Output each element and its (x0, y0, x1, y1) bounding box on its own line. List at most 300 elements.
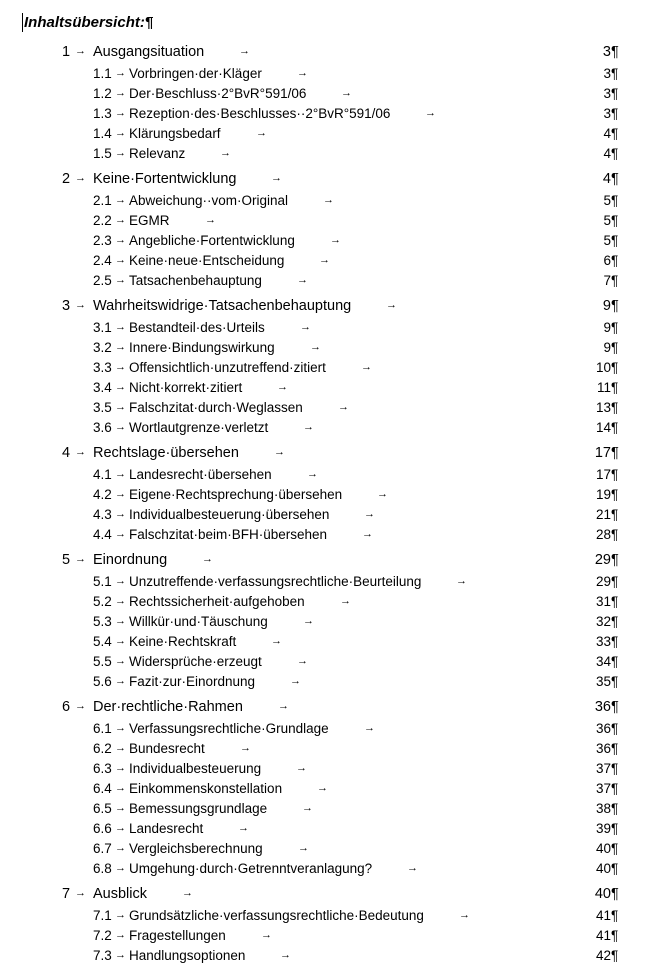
pilcrow-icon: ¶ (611, 821, 619, 836)
entry-page-number[interactable]: 35 (595, 674, 611, 689)
entry-page-number[interactable]: 6 (603, 253, 611, 268)
entry-number: 1.3 (93, 106, 112, 121)
pilcrow-icon: ¶ (611, 634, 619, 649)
entry-number: 7.3 (93, 948, 112, 963)
tab-arrow-icon: → (220, 147, 231, 159)
tab-arrow-icon: → (296, 762, 307, 774)
tab-arrow-icon: → (115, 87, 126, 99)
toc-chapter-entry[interactable] (0, 296, 671, 318)
tab-arrow-icon: → (271, 635, 282, 647)
toc-section-entry[interactable] (0, 719, 671, 739)
entry-title[interactable]: Wortlautgrenze·verletzt (129, 420, 269, 435)
toc-section-entry[interactable] (0, 759, 671, 779)
entry-page-number[interactable]: 34 (595, 654, 611, 669)
entry-title[interactable]: Bemessungsgrundlage (129, 801, 268, 816)
entry-number: 3.6 (93, 420, 112, 435)
pilcrow-icon: ¶ (611, 928, 619, 943)
pilcrow-icon: ¶ (611, 741, 619, 756)
entry-number: 5.4 (93, 634, 112, 649)
pilcrow-icon: ¶ (611, 721, 619, 736)
toc-chapter-entry[interactable] (0, 42, 671, 64)
entry-number: 5.5 (93, 654, 112, 669)
toc-section-entry[interactable] (0, 799, 671, 819)
entry-title[interactable]: Falschzitat·durch·Weglassen (129, 400, 303, 415)
entry-number: 4.4 (93, 527, 112, 542)
entry-number: 6.6 (93, 821, 112, 836)
tab-arrow-icon: → (115, 528, 126, 540)
pilcrow-icon: ¶ (611, 552, 619, 568)
entry-title[interactable]: Grundsätzliche·verfassungsrechtliche·Bedeutung (129, 908, 424, 923)
pilcrow-icon: ¶ (611, 146, 619, 161)
tab-arrow-icon: → (115, 147, 126, 159)
toc-section-entry[interactable] (0, 64, 671, 84)
entry-page-number[interactable]: 4 (602, 171, 611, 187)
pilcrow-icon: ¶ (611, 445, 619, 461)
entry-number: 3.5 (93, 400, 112, 415)
tab-arrow-icon: → (115, 802, 126, 814)
entry-title[interactable]: Vorbringen·der·Kläger (129, 66, 262, 81)
pilcrow-icon: ¶ (611, 44, 619, 60)
pilcrow-icon: ¶ (611, 106, 619, 121)
entry-number: 5 (62, 552, 71, 568)
pilcrow-icon: ¶ (611, 674, 619, 689)
entry-number: 4.2 (93, 487, 112, 502)
entry-page-number[interactable]: 42 (595, 948, 611, 963)
tab-arrow-icon: → (115, 421, 126, 433)
entry-title[interactable]: Widersprüche·erzeugt (129, 654, 262, 669)
entry-number: 7.2 (93, 928, 112, 943)
entry-page-number[interactable]: 17 (595, 467, 611, 482)
entry-page-number[interactable]: 3 (603, 86, 611, 101)
toc-section-entry[interactable] (0, 859, 671, 879)
tab-arrow-icon: → (115, 127, 126, 139)
tab-arrow-icon: → (115, 595, 126, 607)
toc-section-entry[interactable] (0, 839, 671, 859)
pilcrow-icon: ¶ (611, 654, 619, 669)
toc-section-entry[interactable] (0, 378, 671, 398)
entry-title[interactable]: Bundesrecht (129, 741, 205, 756)
entry-page-number[interactable]: 5 (603, 193, 611, 208)
tab-arrow-icon: → (340, 595, 351, 607)
entry-title[interactable]: Innere·Bindungswirkung (129, 340, 275, 355)
tab-arrow-icon: → (240, 742, 251, 754)
tab-arrow-icon: → (115, 401, 126, 413)
tab-arrow-icon: → (115, 782, 126, 794)
toc-section-entry[interactable] (0, 338, 671, 358)
pilcrow-icon: ¶ (611, 126, 619, 141)
tab-arrow-icon: → (115, 214, 126, 226)
toc-section-entry[interactable] (0, 819, 671, 839)
pilcrow-icon: ¶ (611, 699, 619, 715)
entry-number: 5.1 (93, 574, 112, 589)
tab-arrow-icon: → (307, 468, 318, 480)
entry-page-number[interactable]: 11 (596, 380, 611, 395)
tab-arrow-icon: → (75, 172, 86, 184)
tab-arrow-icon: → (182, 887, 193, 899)
toc-section-entry[interactable] (0, 465, 671, 485)
tab-arrow-icon: → (261, 929, 272, 941)
pilcrow-icon: ¶ (611, 781, 619, 796)
tab-arrow-icon: → (300, 321, 311, 333)
entry-page-number[interactable]: 3 (602, 44, 611, 60)
entry-number: 7 (62, 886, 71, 902)
pilcrow-icon: ¶ (611, 507, 619, 522)
tab-arrow-icon: → (459, 909, 470, 921)
entry-number: 5.2 (93, 594, 112, 609)
entry-number: 6.2 (93, 741, 112, 756)
pilcrow-icon: ¶ (611, 86, 619, 101)
pilcrow-icon: ¶ (611, 213, 619, 228)
toc-section-entry[interactable] (0, 318, 671, 338)
entry-page-number[interactable]: 37 (595, 781, 611, 796)
tab-arrow-icon: → (256, 127, 267, 139)
tab-arrow-icon: → (238, 822, 249, 834)
pilcrow-icon: ¶ (611, 841, 619, 856)
entry-number: 4 (62, 445, 71, 461)
entry-title[interactable]: Angebliche·Fortentwicklung (129, 233, 295, 248)
toc-section-entry[interactable] (0, 124, 671, 144)
entry-number: 6.8 (93, 861, 112, 876)
entry-page-number[interactable]: 4 (603, 126, 611, 141)
entry-title[interactable]: Individualbesteuerung·übersehen (129, 507, 330, 522)
entry-title[interactable]: Rechtssicherheit·aufgehoben (129, 594, 305, 609)
tab-arrow-icon: → (115, 949, 126, 961)
tab-arrow-icon: → (115, 635, 126, 647)
entry-title[interactable]: Klärungsbedarf (129, 126, 221, 141)
entry-title[interactable]: Willkür·und·Täuschung (129, 614, 268, 629)
entry-number: 4.1 (93, 467, 112, 482)
tab-arrow-icon: → (277, 381, 288, 393)
tab-arrow-icon: → (303, 421, 314, 433)
tab-arrow-icon: → (377, 488, 388, 500)
entry-page-number[interactable]: 40 (594, 886, 611, 902)
tab-arrow-icon: → (310, 341, 321, 353)
toc-section-entry[interactable] (0, 592, 671, 612)
entry-page-number[interactable]: 7 (603, 273, 611, 288)
tab-arrow-icon: → (303, 615, 314, 627)
tab-arrow-icon: → (115, 321, 126, 333)
entry-number: 1.2 (93, 86, 112, 101)
entry-title[interactable]: Individualbesteuerung (129, 761, 262, 776)
pilcrow-icon: ¶ (611, 298, 619, 314)
entry-number: 6.1 (93, 721, 112, 736)
entry-title[interactable]: Vergleichsberechnung (129, 841, 263, 856)
tab-arrow-icon: → (205, 214, 216, 226)
entry-page-number[interactable]: 4 (603, 146, 611, 161)
entry-page-number[interactable]: 3 (603, 106, 611, 121)
entry-number: 6.7 (93, 841, 112, 856)
entry-title[interactable]: Unzutreffende·verfassungsrechtliche·Beurteilung (129, 574, 422, 589)
entry-number: 5.3 (93, 614, 112, 629)
toc-section-entry[interactable] (0, 612, 671, 632)
toc-section-entry[interactable] (0, 398, 671, 418)
entry-page-number[interactable]: 36 (594, 699, 611, 715)
pilcrow-icon: ¶ (611, 400, 619, 415)
pilcrow-icon: ¶ (611, 487, 619, 502)
tab-arrow-icon: → (297, 67, 308, 79)
tab-arrow-icon: → (115, 862, 126, 874)
toc-section-entry[interactable] (0, 251, 671, 271)
entry-number: 3.1 (93, 320, 112, 335)
entry-page-number[interactable]: 41 (595, 908, 611, 923)
tab-arrow-icon: → (338, 401, 349, 413)
entry-page-number[interactable]: 17 (594, 445, 611, 461)
toc-chapter-entry[interactable] (0, 169, 671, 191)
entry-page-number[interactable]: 33 (595, 634, 611, 649)
entry-title[interactable]: Landesrecht (129, 821, 204, 836)
tab-arrow-icon: → (274, 446, 285, 458)
toc-section-entry[interactable] (0, 418, 671, 438)
toc-section-entry[interactable] (0, 632, 671, 652)
tab-arrow-icon: → (297, 655, 308, 667)
tab-arrow-icon: → (115, 361, 126, 373)
tab-arrow-icon: → (271, 172, 282, 184)
pilcrow-icon: ¶ (611, 193, 619, 208)
tab-arrow-icon: → (115, 762, 126, 774)
tab-arrow-icon: → (115, 254, 126, 266)
tab-arrow-icon: → (75, 446, 86, 458)
toc-section-entry[interactable] (0, 84, 671, 104)
tab-arrow-icon: → (115, 929, 126, 941)
toc-section-entry[interactable] (0, 485, 671, 505)
entry-page-number[interactable]: 9 (602, 298, 611, 314)
entry-title[interactable]: Relevanz (129, 146, 186, 161)
tab-arrow-icon: → (302, 802, 313, 814)
tab-arrow-icon: → (115, 488, 126, 500)
tab-arrow-icon: → (115, 842, 126, 854)
tab-arrow-icon: → (341, 87, 352, 99)
entry-number: 7.1 (93, 908, 112, 923)
pilcrow-icon: ¶ (611, 908, 619, 923)
entry-page-number[interactable]: 21 (595, 507, 611, 522)
tab-arrow-icon: → (361, 361, 372, 373)
toc-section-entry[interactable] (0, 211, 671, 231)
entry-title[interactable]: Einkommenskonstellation (129, 781, 283, 796)
entry-title[interactable]: Umgehung·durch·Getrenntveranlagung? (129, 861, 373, 876)
pilcrow-icon: ¶ (611, 171, 619, 187)
entry-number: 3.2 (93, 340, 112, 355)
toc-chapter-entry[interactable] (0, 884, 671, 906)
entry-page-number[interactable]: 40 (595, 861, 611, 876)
entry-page-number[interactable]: 38 (595, 801, 611, 816)
pilcrow-icon: ¶ (611, 886, 619, 902)
tab-arrow-icon: → (115, 655, 126, 667)
pilcrow-icon: ¶ (611, 233, 619, 248)
tab-arrow-icon: → (115, 468, 126, 480)
tab-arrow-icon: → (297, 274, 308, 286)
tab-arrow-icon: → (115, 341, 126, 353)
entry-page-number[interactable]: 29 (594, 552, 611, 568)
tab-arrow-icon: → (425, 107, 436, 119)
entry-number: 3.4 (93, 380, 112, 395)
entry-page-number[interactable]: 41 (595, 928, 611, 943)
tab-arrow-icon: → (75, 887, 86, 899)
tab-arrow-icon: → (290, 675, 301, 687)
entry-page-number[interactable]: 31 (595, 594, 611, 609)
entry-title[interactable]: Der·Beschluss·2°BvR°591/06 (129, 86, 307, 101)
pilcrow-icon: ¶ (611, 801, 619, 816)
entry-number: 5.6 (93, 674, 112, 689)
entry-page-number[interactable]: 9 (603, 340, 611, 355)
pilcrow-icon: ¶ (611, 340, 619, 355)
toc-section-entry[interactable] (0, 926, 671, 946)
entry-number: 3.3 (93, 360, 112, 375)
pilcrow-icon: ¶ (611, 273, 619, 288)
entry-title[interactable]: EGMR (129, 213, 170, 228)
entry-title[interactable]: Falschzitat·beim·BFH·übersehen (129, 527, 328, 542)
entry-page-number[interactable]: 37 (595, 761, 611, 776)
tab-arrow-icon: → (323, 194, 334, 206)
tab-arrow-icon: → (75, 700, 86, 712)
toc-section-entry[interactable] (0, 779, 671, 799)
toc-section-entry[interactable] (0, 652, 671, 672)
pilcrow-icon: ¶ (611, 420, 619, 435)
entry-title[interactable]: Rezeption·des·Beschlusses··2°BvR°591/06 (129, 106, 391, 121)
tab-arrow-icon: → (317, 782, 328, 794)
entry-title[interactable]: Wahrheitswidrige·Tatsachenbehauptung (93, 298, 352, 314)
pilcrow-icon: ¶ (611, 66, 619, 81)
pilcrow-icon: ¶ (611, 360, 619, 375)
pilcrow-icon: ¶ (611, 467, 619, 482)
entry-number: 1.4 (93, 126, 112, 141)
entry-page-number[interactable]: 40 (595, 841, 611, 856)
entry-number: 6 (62, 699, 71, 715)
entry-title[interactable]: Fragestellungen (129, 928, 226, 943)
entry-title[interactable]: Einordnung (93, 552, 168, 568)
entry-page-number[interactable]: 13 (595, 400, 611, 415)
entry-title[interactable]: Abweichung··vom·Original (129, 193, 289, 208)
tab-arrow-icon: → (456, 575, 467, 587)
toc-chapter-entry[interactable] (0, 443, 671, 465)
tab-arrow-icon: → (115, 742, 126, 754)
tab-arrow-icon: → (115, 909, 126, 921)
toc-section-entry[interactable] (0, 231, 671, 251)
entry-number: 1.1 (93, 66, 112, 81)
entry-title[interactable]: Ausblick (93, 886, 147, 902)
tab-arrow-icon: → (362, 528, 373, 540)
entry-number: 2 (62, 171, 71, 187)
entry-page-number[interactable]: 32 (595, 614, 611, 629)
entry-title[interactable]: Offensichtlich·unzutreffend·zitiert (129, 360, 326, 375)
entry-page-number[interactable]: 10 (595, 360, 611, 375)
tab-arrow-icon: → (115, 575, 126, 587)
tab-arrow-icon: → (239, 45, 250, 57)
entry-title[interactable]: Handlungsoptionen (129, 948, 246, 963)
entry-title[interactable]: Eigene·Rechtsprechung·übersehen (129, 487, 343, 502)
toc-section-entry[interactable] (0, 946, 671, 966)
tab-arrow-icon: → (319, 254, 330, 266)
toc-chapter-entry[interactable] (0, 550, 671, 572)
toc-section-entry[interactable] (0, 144, 671, 164)
tab-arrow-icon: → (75, 553, 86, 565)
entry-number: 2.1 (93, 193, 112, 208)
pilcrow-icon: ¶ (611, 948, 619, 963)
entry-page-number[interactable]: 36 (595, 721, 611, 736)
tab-arrow-icon: → (364, 508, 375, 520)
entry-title[interactable]: Der·rechtliche·Rahmen (93, 699, 243, 715)
tab-arrow-icon: → (386, 299, 397, 311)
toc-chapter-entry[interactable] (0, 697, 671, 719)
tab-arrow-icon: → (115, 508, 126, 520)
tab-arrow-icon: → (75, 299, 86, 311)
entry-title[interactable]: Nicht·korrekt·zitiert (129, 380, 243, 395)
tab-arrow-icon: → (115, 194, 126, 206)
entry-page-number[interactable]: 39 (595, 821, 611, 836)
entry-page-number[interactable]: 14 (595, 420, 611, 435)
tab-arrow-icon: → (115, 675, 126, 687)
toc-section-entry[interactable] (0, 104, 671, 124)
toc-section-entry[interactable] (0, 191, 671, 211)
pilcrow-icon: ¶ (611, 761, 619, 776)
tab-arrow-icon: → (202, 553, 213, 565)
tab-arrow-icon: → (298, 842, 309, 854)
toc-section-entry[interactable] (0, 672, 671, 692)
entry-number: 2.3 (93, 233, 112, 248)
entry-number: 6.4 (93, 781, 112, 796)
entry-page-number[interactable]: 29 (595, 574, 611, 589)
pilcrow-icon: ¶ (611, 594, 619, 609)
entry-title[interactable]: Fazit·zur·Einordnung (129, 674, 256, 689)
toc-section-entry[interactable] (0, 271, 671, 291)
pilcrow-icon: ¶ (611, 527, 619, 542)
entry-number: 2.2 (93, 213, 112, 228)
text-cursor (22, 13, 23, 32)
entry-title[interactable]: Rechtslage·übersehen (93, 445, 239, 461)
tab-arrow-icon: → (115, 234, 126, 246)
entry-title[interactable]: Keine·neue·Entscheidung (129, 253, 285, 268)
entry-number: 2.4 (93, 253, 112, 268)
entry-number: 1 (62, 44, 71, 60)
pilcrow-icon: ¶ (611, 861, 619, 876)
toc-title: Inhaltsübersicht:¶ (24, 14, 154, 31)
toc-section-entry[interactable] (0, 525, 671, 545)
toc-section-entry[interactable] (0, 739, 671, 759)
entry-title[interactable]: Keine·Rechtskraft (129, 634, 237, 649)
entry-number: 1.5 (93, 146, 112, 161)
pilcrow-icon: ¶ (611, 614, 619, 629)
tab-arrow-icon: → (75, 45, 86, 57)
tab-arrow-icon: → (115, 381, 126, 393)
entry-page-number[interactable]: 5 (603, 213, 611, 228)
entry-page-number[interactable]: 36 (595, 741, 611, 756)
toc-section-entry[interactable] (0, 572, 671, 592)
entry-title[interactable]: Landesrecht·übersehen (129, 467, 272, 482)
entry-title[interactable]: Verfassungsrechtliche·Grundlage (129, 721, 329, 736)
entry-title[interactable]: Tatsachenbehauptung (129, 273, 262, 288)
entry-page-number[interactable]: 28 (595, 527, 611, 542)
tab-arrow-icon: → (364, 722, 375, 734)
entry-page-number[interactable]: 19 (595, 487, 611, 502)
tab-arrow-icon: → (115, 274, 126, 286)
tab-arrow-icon: → (280, 949, 291, 961)
tab-arrow-icon: → (115, 107, 126, 119)
entry-title[interactable]: Keine·Fortentwicklung (93, 171, 237, 187)
tab-arrow-icon: → (407, 862, 418, 874)
tab-arrow-icon: → (115, 615, 126, 627)
toc-section-entry[interactable] (0, 906, 671, 926)
entry-page-number[interactable]: 9 (603, 320, 611, 335)
entry-title[interactable]: Bestandteil·des·Urteils (129, 320, 265, 335)
tab-arrow-icon: → (115, 722, 126, 734)
entry-title[interactable]: Ausgangsituation (93, 44, 205, 60)
toc-section-entry[interactable] (0, 358, 671, 378)
entry-page-number[interactable]: 5 (603, 233, 611, 248)
toc-section-entry[interactable] (0, 505, 671, 525)
pilcrow-icon: ¶ (611, 320, 619, 335)
tab-arrow-icon: → (330, 234, 341, 246)
entry-number: 2.5 (93, 273, 112, 288)
entry-page-number[interactable]: 3 (603, 66, 611, 81)
